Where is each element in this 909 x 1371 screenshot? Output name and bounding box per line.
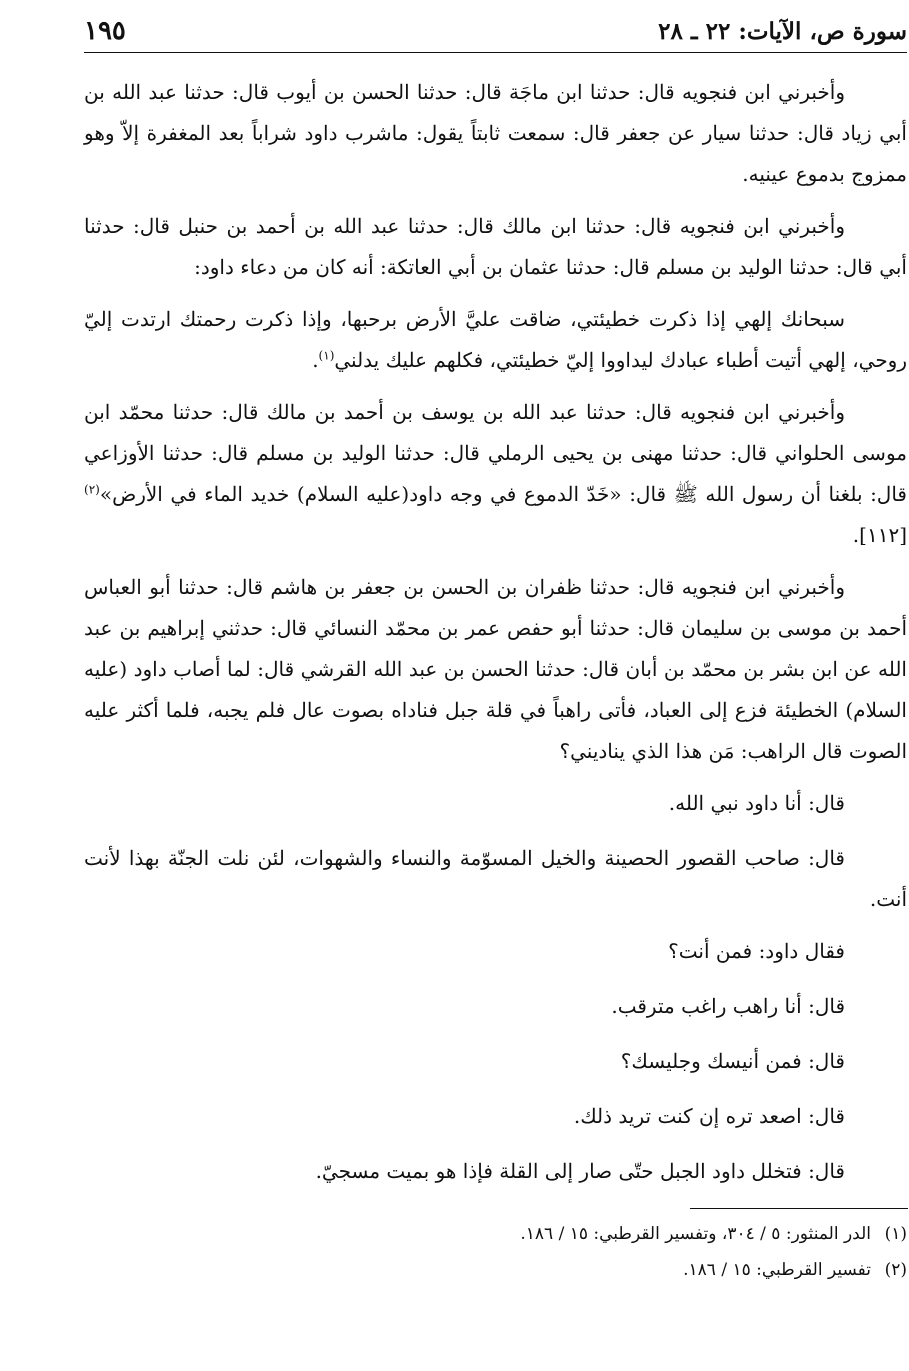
- footnote-text: تفسير القرطبي: ١٥ / ١٨٦.: [683, 1260, 871, 1280]
- paragraph-2: وأخبرني ابن فنجويه قال: حدثنا ابن مالك قال: حدثنا عبد الله بن أحمد بن حنبل قال: حدثنا أبي قال: حدثنا الوليد بن مسلم قال: حدثنا عثمان بن أبي العاتكة: أنه كان من دعاء داود:: [84, 214, 907, 279]
- dialogue-line-7: قال: فتخلل داود الجبل حتّى صار إلى القلة فإذا هو بميت مسجيّ.: [315, 1159, 845, 1183]
- hadith-number: [١١٢]: [859, 523, 907, 547]
- footnotes: [84, 1216, 907, 1288]
- header-divider: [84, 52, 907, 53]
- footnote-number: (٢): [884, 1260, 907, 1280]
- dialogue-line-6: قال: اصعد تره إن كنت تريد ذلك.: [573, 1104, 845, 1128]
- footnote-2: [84, 1252, 907, 1288]
- surah-title: سورة ص، الآيات: ٢٢ ـ ٢٨: [658, 17, 907, 45]
- footnote-1: [84, 1216, 907, 1252]
- dialogue-line-2: قال: صاحب القصور الحصينة والخيل المسوّمة والنساء والشهوات، لئن نلت الجنّة بهذا لأنت أنت.: [84, 846, 907, 911]
- dialogue-line-1: قال: أنا داود نبي الله.: [668, 791, 845, 815]
- dialogue-line-5: قال: فمن أنيسك وجليسك؟: [620, 1049, 845, 1073]
- paragraph-1: وأخبرني ابن فنجويه قال: حدثنا ابن ماجَة قال: حدثنا الحسن بن أيوب قال: حدثنا عبد الله بن أبي زياد قال: حدثنا سيار عن جعفر قال: سمعت ثابتاً يقول: ماشرب داود شراباً بعد المغفرة إلاّ وهو ممزوج بدموع عينيه.: [84, 80, 907, 186]
- footnote-ref-1[interactable]: (١): [318, 348, 335, 363]
- paragraph-5: وأخبرني ابن فنجويه قال: حدثنا ظفران بن الحسن بن جعفر بن هاشم قال: حدثنا أبو العباس أحمد بن موسى بن سليمان قال: حدثنا أبو حفص عمر بن محمّد النسائي قال: حدثني إبراهيم بن عبد الله عن ابن بشر بن محمّد بن أبان قال: حدثنا الحسن بن عبد الله القرشي قال: لما أصاب داود (عليه السلام) الخطيئة فزع إلى العباد، فأتى راهباً في قلة جبل فناداه بصوت عال فلم يجبه، فلما أكثر عليه الصوت قال الراهب: مَن هذا الذي يناديني؟: [84, 575, 907, 763]
- dialogue-line-4: قال: أنا راهب راغب مترقب.: [611, 994, 845, 1018]
- footnote-ref-2[interactable]: (٢): [84, 482, 100, 497]
- running-header: [84, 14, 907, 48]
- paragraph-prayer: سبحانك إلهي إذا ذكرت خطيئتي، ضاقت عليَّ الأرض برحبها، وإذا ذكرت رحمتك ارتدت إليّ روحي، إلهي أتيت أطباء عبادك ليداووا إليّ خطيئتي، فكلهم عليك يدلني$^{(١)}$.: [84, 307, 907, 372]
- page-number: ١٩٥: [84, 16, 126, 46]
- footnote-number: (١): [884, 1224, 907, 1244]
- main-text: [84, 72, 907, 1206]
- footnote-text: الدر المنثور: ٥ / ٣٠٤، وتفسير القرطبي: ١٥ / ١٨٦.: [520, 1224, 871, 1244]
- footnote-divider: [690, 1208, 908, 1209]
- dialogue-line-3: فقال داود: فمن أنت؟: [668, 939, 845, 963]
- paragraph-hadith: وأخبرني ابن فنجويه قال: حدثنا عبد الله بن يوسف بن أحمد بن مالك قال: حدثنا محمّد ابن موسى الحلواني قال: حدثنا مهنى بن يحيى الرملي قال: حدثنا الوليد بن مسلم قال: حدثنا الأوزاعي قال: بلغنا أن رسول الله ﷺ قال: «خَدّ الدموع في وجه داود(عليه السلام) خديد الماء في الأرض»$^{(٢)}$ [١١٢].: [84, 400, 907, 547]
